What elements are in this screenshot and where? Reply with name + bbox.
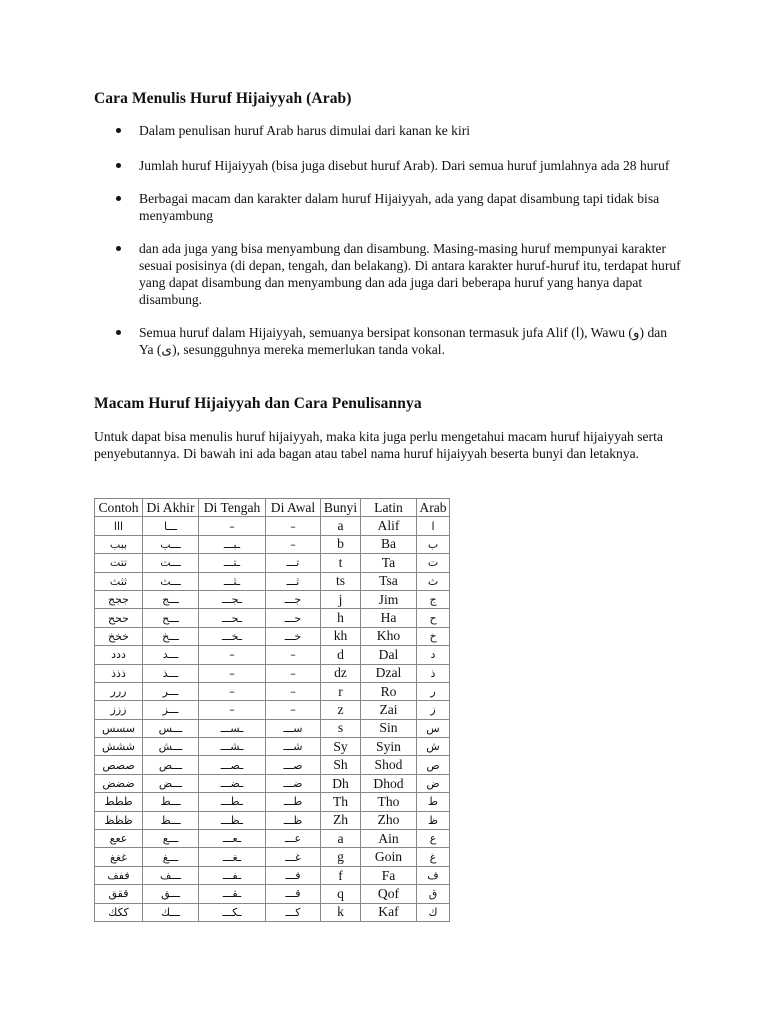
cell-arab: ذ xyxy=(417,664,450,682)
cell-di-akhir: ـــض xyxy=(143,774,199,792)
cell-di-tengah: – xyxy=(199,517,266,535)
cell-di-akhir: ـــح xyxy=(143,609,199,627)
cell-latin: Tsa xyxy=(361,572,417,590)
cell-di-akhir: ـــت xyxy=(143,554,199,572)
cell-di-akhir: ـــف xyxy=(143,866,199,884)
cell-bunyi: s xyxy=(321,719,361,737)
table-row xyxy=(95,793,450,811)
cell-di-akhir: ـــط xyxy=(143,793,199,811)
cell-latin: Fa xyxy=(361,866,417,884)
bullet-item-2 xyxy=(94,157,684,174)
column-header-latin: Latin xyxy=(361,499,417,517)
cell-di-tengah: ـقـــ xyxy=(199,885,266,903)
column-header-di-tengah: Di Tengah xyxy=(199,499,266,517)
cell-di-akhir: ـــش xyxy=(143,738,199,756)
cell-arab: ت xyxy=(417,554,450,572)
cell-latin: Qof xyxy=(361,885,417,903)
cell-latin: Ro xyxy=(361,682,417,700)
cell-latin: Ha xyxy=(361,609,417,627)
cell-bunyi: h xyxy=(321,609,361,627)
cell-arab: ر xyxy=(417,682,450,700)
hijaiyyah-table xyxy=(94,498,450,922)
cell-latin: Ta xyxy=(361,554,417,572)
cell-latin: Goin xyxy=(361,848,417,866)
table-header-row xyxy=(95,499,450,517)
table-row xyxy=(95,664,450,682)
bullet-text: Berbagai macam dan karakter dalam huruf Hijaiyyah, ada yang dapat disambung tapi tidak bisa menyambung xyxy=(139,191,660,223)
cell-arab: ع xyxy=(417,830,450,848)
cell-di-akhir: ـــص xyxy=(143,756,199,774)
cell-contoh: ضضض xyxy=(95,774,143,792)
cell-di-akhir: ـــس xyxy=(143,719,199,737)
cell-di-tengah: ـكـــ xyxy=(199,903,266,921)
cell-di-akhir: ـــز xyxy=(143,701,199,719)
cell-latin: Ba xyxy=(361,535,417,553)
cell-di-tengah: ـخـــ xyxy=(199,627,266,645)
cell-di-akhir: ـــر xyxy=(143,682,199,700)
cell-contoh: ششش xyxy=(95,738,143,756)
cell-bunyi: f xyxy=(321,866,361,884)
cell-contoh: تتت xyxy=(95,554,143,572)
cell-di-awal: – xyxy=(266,682,321,700)
cell-arab: ض xyxy=(417,774,450,792)
cell-contoh: سسس xyxy=(95,719,143,737)
cell-latin: Kaf xyxy=(361,903,417,921)
cell-bunyi: t xyxy=(321,554,361,572)
cell-bunyi: g xyxy=(321,848,361,866)
cell-latin: Tho xyxy=(361,793,417,811)
cell-arab: ح xyxy=(417,609,450,627)
cell-contoh: ععع xyxy=(95,830,143,848)
table-row xyxy=(95,903,450,921)
cell-contoh: ززز xyxy=(95,701,143,719)
cell-bunyi: r xyxy=(321,682,361,700)
cell-di-awal: كـــ xyxy=(266,903,321,921)
cell-di-awal: قـــ xyxy=(266,885,321,903)
cell-di-awal: – xyxy=(266,701,321,719)
table-body xyxy=(95,517,450,922)
table-row xyxy=(95,885,450,903)
bullet-item-1 xyxy=(94,122,684,139)
cell-latin: Dhod xyxy=(361,774,417,792)
cell-di-tengah: ـحـــ xyxy=(199,609,266,627)
cell-di-tengah: – xyxy=(199,664,266,682)
cell-di-tengah: ـثـــ xyxy=(199,572,266,590)
table-row xyxy=(95,701,450,719)
table-row xyxy=(95,535,450,553)
cell-bunyi: dz xyxy=(321,664,361,682)
cell-latin: Kho xyxy=(361,627,417,645)
cell-di-awal: ضـــ xyxy=(266,774,321,792)
cell-di-akhir: ـــا xyxy=(143,517,199,535)
cell-di-akhir: ـــك xyxy=(143,903,199,921)
cell-di-awal: عـــ xyxy=(266,830,321,848)
cell-di-tengah: – xyxy=(199,701,266,719)
cell-contoh: ررر xyxy=(95,682,143,700)
cell-di-akhir: ـــذ xyxy=(143,664,199,682)
cell-contoh: ججج xyxy=(95,590,143,608)
cell-di-akhir: ـــج xyxy=(143,590,199,608)
table-row xyxy=(95,590,450,608)
cell-di-akhir: ـــخ xyxy=(143,627,199,645)
cell-di-akhir: ـــظ xyxy=(143,811,199,829)
cell-bunyi: Sh xyxy=(321,756,361,774)
cell-di-awal: صـــ xyxy=(266,756,321,774)
cell-latin: Sin xyxy=(361,719,417,737)
cell-di-akhir: ـــغ xyxy=(143,848,199,866)
cell-arab: ف xyxy=(417,866,450,884)
cell-di-tengah: ـســـ xyxy=(199,719,266,737)
cell-di-awal: تـــ xyxy=(266,554,321,572)
bullet-text: Dalam penulisan huruf Arab harus dimulai dari kanan ke kiri xyxy=(139,123,471,138)
cell-latin: Dzal xyxy=(361,664,417,682)
table-row xyxy=(95,830,450,848)
cell-arab: ك xyxy=(417,903,450,921)
bullet-dot-icon xyxy=(116,246,121,251)
section-heading-1: Cara Menulis Huruf Hijaiyyah (Arab) xyxy=(94,90,352,107)
cell-arab: ش xyxy=(417,738,450,756)
cell-arab: غ xyxy=(417,848,450,866)
cell-di-tengah: ـتـــ xyxy=(199,554,266,572)
bullet-item-4 xyxy=(94,240,684,308)
intro-paragraph: Untuk dapat bisa menulis huruf hijaiyyah, maka kita juga perlu mengetahui macam huruf hijaiyyah serta penyebutannya. Di bawah ini ada bagan atau tabel nama huruf hijaiyyah beserta bunyi dan letaknya. xyxy=(94,429,663,461)
bullet-text: Jumlah huruf Hijaiyyah (bisa juga disebut huruf Arab). Dari semua huruf jumlahnya ada 28 huruf xyxy=(139,158,670,173)
cell-di-tengah: ـضـــ xyxy=(199,774,266,792)
cell-arab: ج xyxy=(417,590,450,608)
cell-di-tengah: ـجـــ xyxy=(199,590,266,608)
cell-bunyi: q xyxy=(321,885,361,903)
table-row xyxy=(95,719,450,737)
cell-contoh: ففف xyxy=(95,866,143,884)
column-header-bunyi: Bunyi xyxy=(321,499,361,517)
table-row xyxy=(95,609,450,627)
cell-contoh: ذذذ xyxy=(95,664,143,682)
cell-di-tengah: ـبـــ xyxy=(199,535,266,553)
cell-arab: ث xyxy=(417,572,450,590)
cell-di-akhir: ـــد xyxy=(143,646,199,664)
cell-di-awal: فـــ xyxy=(266,866,321,884)
cell-contoh: ثثث xyxy=(95,572,143,590)
cell-contoh: ححح xyxy=(95,609,143,627)
cell-contoh: ككك xyxy=(95,903,143,921)
cell-di-awal: – xyxy=(266,646,321,664)
bullet-list xyxy=(94,122,684,358)
cell-bunyi: a xyxy=(321,830,361,848)
table-row xyxy=(95,756,450,774)
cell-contoh: ددد xyxy=(95,646,143,664)
column-header-contoh: Contoh xyxy=(95,499,143,517)
cell-contoh: ببب xyxy=(95,535,143,553)
table-row xyxy=(95,848,450,866)
cell-di-awal: جـــ xyxy=(266,590,321,608)
cell-contoh: ققق xyxy=(95,885,143,903)
cell-arab: خ xyxy=(417,627,450,645)
cell-di-tengah: ـظـــ xyxy=(199,811,266,829)
cell-di-akhir: ـــع xyxy=(143,830,199,848)
cell-arab: ب xyxy=(417,535,450,553)
cell-arab: س xyxy=(417,719,450,737)
cell-di-tengah: ـغـــ xyxy=(199,848,266,866)
cell-di-awal: ســـ xyxy=(266,719,321,737)
cell-di-awal: حـــ xyxy=(266,609,321,627)
cell-di-awal: – xyxy=(266,664,321,682)
cell-di-tengah: ـفـــ xyxy=(199,866,266,884)
cell-bunyi: Sy xyxy=(321,738,361,756)
bullet-item-5 xyxy=(94,324,684,358)
table-row xyxy=(95,811,450,829)
bullet-dot-icon xyxy=(116,163,121,168)
cell-di-awal: – xyxy=(266,517,321,535)
cell-bunyi: Zh xyxy=(321,811,361,829)
cell-arab: د xyxy=(417,646,450,664)
bullet-text: dan ada juga yang bisa menyambung dan disambung. Masing-masing huruf mempunyai karakter sesuai posisinya (di depan, tengah, dan belakang). Di antara karakter huruf-huruf itu, terdapat huruf yang dapat disambung dan menyambung dan ada juga dari beberapa huruf yang hanya dapat disambung. xyxy=(139,241,681,307)
cell-latin: Dal xyxy=(361,646,417,664)
cell-di-tengah: – xyxy=(199,646,266,664)
table-row xyxy=(95,646,450,664)
column-header-arab: Arab xyxy=(417,499,450,517)
cell-bunyi: j xyxy=(321,590,361,608)
table-row xyxy=(95,774,450,792)
column-header-di-akhir: Di Akhir xyxy=(143,499,199,517)
cell-latin: Syin xyxy=(361,738,417,756)
cell-bunyi: Dh xyxy=(321,774,361,792)
cell-contoh: صصص xyxy=(95,756,143,774)
cell-di-akhir: ـــق xyxy=(143,885,199,903)
cell-contoh: غغغ xyxy=(95,848,143,866)
cell-arab: ز xyxy=(417,701,450,719)
cell-bunyi: kh xyxy=(321,627,361,645)
cell-di-akhir: ـــث xyxy=(143,572,199,590)
column-header-di-awal: Di Awal xyxy=(266,499,321,517)
section-heading-2: Macam Huruf Hijaiyyah dan Cara Penulisannya xyxy=(94,395,422,412)
cell-bunyi: k xyxy=(321,903,361,921)
cell-di-awal: شـــ xyxy=(266,738,321,756)
table-row xyxy=(95,738,450,756)
cell-bunyi: Th xyxy=(321,793,361,811)
table-row xyxy=(95,572,450,590)
cell-latin: Zai xyxy=(361,701,417,719)
bullet-text: Semua huruf dalam Hijaiyyah, semuanya bersipat konsonan termasuk jufa Alif (ا), Wawu (و) dan Ya (ى), sesungguhnya mereka memerlukan tanda vokal. xyxy=(139,325,668,357)
bullet-dot-icon xyxy=(116,330,121,335)
cell-di-tengah: ـصـــ xyxy=(199,756,266,774)
cell-arab: ظ xyxy=(417,811,450,829)
cell-latin: Alif xyxy=(361,517,417,535)
cell-bunyi: b xyxy=(321,535,361,553)
cell-latin: Jim xyxy=(361,590,417,608)
cell-di-awal: خـــ xyxy=(266,627,321,645)
cell-latin: Ain xyxy=(361,830,417,848)
cell-di-awal: ثـــ xyxy=(266,572,321,590)
cell-di-awal: طـــ xyxy=(266,793,321,811)
cell-di-awal: – xyxy=(266,535,321,553)
table-row xyxy=(95,517,450,535)
cell-arab: ق xyxy=(417,885,450,903)
table-row xyxy=(95,866,450,884)
cell-di-tengah: ـشـــ xyxy=(199,738,266,756)
cell-arab: ص xyxy=(417,756,450,774)
cell-contoh: خخخ xyxy=(95,627,143,645)
bullet-dot-icon xyxy=(116,128,121,133)
table-row xyxy=(95,682,450,700)
bullet-item-3 xyxy=(94,190,684,224)
cell-di-tengah: ـطـــ xyxy=(199,793,266,811)
table-row xyxy=(95,554,450,572)
cell-latin: Zho xyxy=(361,811,417,829)
cell-bunyi: a xyxy=(321,517,361,535)
cell-contoh: ااا xyxy=(95,517,143,535)
cell-bunyi: ts xyxy=(321,572,361,590)
cell-di-awal: غـــ xyxy=(266,848,321,866)
cell-di-tengah: – xyxy=(199,682,266,700)
table-row xyxy=(95,627,450,645)
cell-latin: Shod xyxy=(361,756,417,774)
cell-contoh: ظظظ xyxy=(95,811,143,829)
cell-di-awal: ظـــ xyxy=(266,811,321,829)
cell-bunyi: d xyxy=(321,646,361,664)
cell-arab: ا xyxy=(417,517,450,535)
cell-contoh: ططط xyxy=(95,793,143,811)
bullet-dot-icon xyxy=(116,196,121,201)
cell-bunyi: z xyxy=(321,701,361,719)
cell-di-tengah: ـعـــ xyxy=(199,830,266,848)
cell-di-akhir: ـــب xyxy=(143,535,199,553)
cell-arab: ط xyxy=(417,793,450,811)
